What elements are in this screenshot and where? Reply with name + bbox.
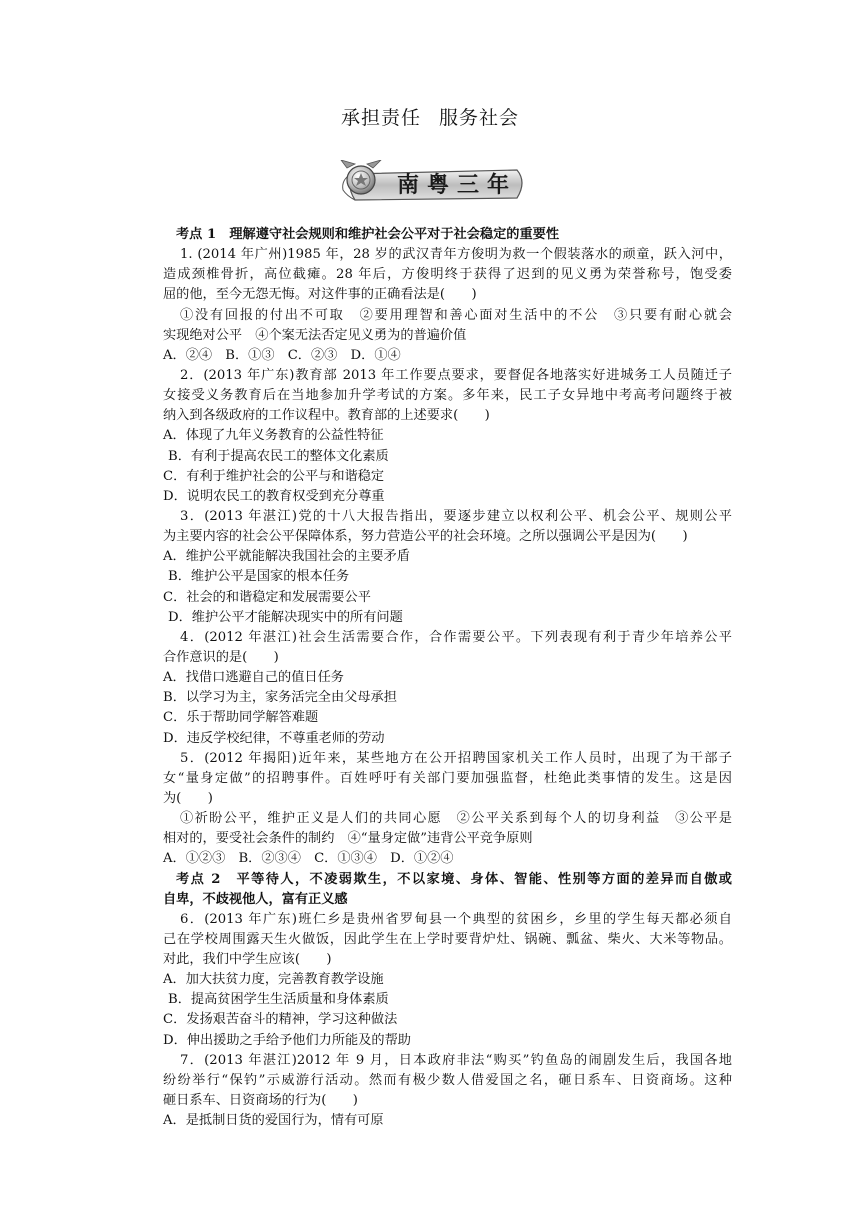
text-line: 考点 1 理解遵守社会规则和维护社会公平对于社会稳定的重要性	[176, 227, 560, 242]
text-line: A．①②③ B．②③④ C．①③④ D．①②④	[163, 851, 454, 867]
question-list	[163, 225, 732, 1131]
text-line: 7．(2013 年湛江)2012 年 9 月，日本政府非法“购买”钓鱼岛的闹剧发生后，我国各地	[180, 1052, 732, 1068]
text-line: C．发扬艰苦奋斗的精神，学习这种做法	[163, 1012, 398, 1028]
text-line: ①没有回报的付出不可取 ②要用理智和善心面对生活中的不公 ③只要有耐心就会	[180, 307, 732, 323]
text-line: D．说明农民工的教育权受到充分尊重	[163, 488, 385, 504]
text-line: B．以学习为主，家务活完全由父母承担	[163, 690, 397, 706]
text-line: 4．(2012 年湛江)社会生活需要合作，合作需要公平。下列表现有利于青少年培养公平	[180, 629, 732, 645]
text-line: A．体现了九年义务教育的公益性特征	[163, 428, 384, 444]
text-line: 造成颈椎骨折，高位截瘫。28 年后，方俊明终于获得了迟到的见义勇为荣誉称号，饱受委	[163, 267, 732, 283]
text-line: 合作意识的是( )	[163, 649, 279, 665]
text-line: A．找借口逃避自己的值日任务	[163, 670, 344, 686]
page-title	[0, 103, 860, 130]
text-line: C．乐于帮助同学解答难题	[163, 710, 319, 726]
text-line: D．伸出援助之手给予他们力所能及的帮助	[163, 1032, 411, 1048]
text-line: 5．(2012 年揭阳)近年来，某些地方在公开招聘国家机关工作人员时，出现了为干部子	[180, 750, 732, 766]
text-line: B．维护公平是国家的根本任务	[168, 569, 350, 585]
text-line: 为( )	[163, 790, 213, 806]
text-line: 6．(2013 年广东)班仁乡是贵州省罗甸县一个典型的贫困乡，乡里的学生每天都必须自	[180, 911, 732, 927]
text-line: 砸日系车、日资商场的行为( )	[163, 1093, 358, 1109]
text-line: 己在学校周围露天生火做饭，因此学生在上学时要背炉灶、锅碗、瓢盆、柴火、大米等物品。	[163, 931, 732, 947]
text-line: C．有利于维护社会的公平与和谐稳定	[163, 468, 385, 484]
text-line: 女“量身定做”的招聘事件。百姓呼吁有关部门要加强监督，杜绝此类事情的发生。这是因	[163, 770, 732, 786]
text-line: 对此，我们中学生应该( )	[163, 952, 332, 968]
text-line: C．社会的和谐稳定和发展需要公平	[163, 589, 371, 605]
ribbon-tail-right	[367, 160, 381, 168]
text-line: 自卑，不歧视他人，富有正义感	[163, 891, 348, 907]
text-line: 屈的他，至今无怨无悔。对这件事的正确看法是( )	[163, 287, 477, 303]
text-line: 纷纷举行“保钓”示威游行活动。然而有极少数人借爱国之名，砸日系车、日资商场。这种	[163, 1072, 732, 1088]
text-line: 1. (2014 年广州)1985 年，28 岁的武汉青年方俊明为救一个假装落水的顽童，跃入河中，	[180, 247, 732, 263]
section-banner	[333, 160, 529, 206]
banner-label: 南粤三年	[397, 173, 518, 198]
text-line: A．维护公平就能解决我国社会的主要矛盾	[163, 549, 410, 565]
text-line: D．维护公平才能解决现实中的所有问题	[168, 609, 403, 625]
text-line: D．违反学校纪律，不尊重老师的劳动	[163, 730, 385, 746]
ribbon-tail-left	[341, 160, 355, 168]
title-left: 承担责任	[340, 107, 421, 129]
text-line: B．提高贫困学生生活质量和身体素质	[168, 992, 389, 1008]
text-line: B．有利于提高农民工的整体文化素质	[168, 448, 389, 464]
text-line: A．②④ B．①③ C．②③ D．①④	[163, 347, 401, 363]
text-line: 考点 2 平等待人，不凌弱欺生，不以家境、身体、智能、性别等方面的差异而自傲或	[176, 871, 732, 887]
text-line: 2．(2013 年广东)教育部 2013 年工作要点要求，要督促各地落实好进城务工人员随迁子	[180, 367, 732, 383]
text-line: 3．(2013 年湛江)党的十八大报告指出，要逐步建立以权利公平、机会公平、规则公平	[180, 508, 732, 524]
text-line: 实现绝对公平 ④个案无法否定见义勇为的普遍价值	[163, 327, 467, 343]
title-right: 服务社会	[439, 107, 520, 129]
text-line: 纳入到各级政府的工作议程中。教育部的上述要求( )	[163, 408, 490, 424]
text-line: 相对的，要受社会条件的制约 ④“量身定做”违背公平竞争原则	[163, 831, 533, 847]
text-line: A．是抵制日货的爱国行为，情有可原	[163, 1113, 384, 1129]
text-line: 为主要内容的社会公平保障体系，努力营造公平的社会环境。之所以强调公平是因为( )	[163, 529, 688, 545]
text-line: 女接受义务教育后在当地参加升学考试的方案。多年来，民工子女异地中考高考问题终于被	[163, 388, 732, 404]
text-line: A．加大扶贫力度，完善教育教学设施	[163, 972, 384, 988]
text-line: ①祈盼公平，维护正义是人们的共同心愿 ②公平关系到每个人的切身利益 ③公平是	[180, 811, 732, 827]
